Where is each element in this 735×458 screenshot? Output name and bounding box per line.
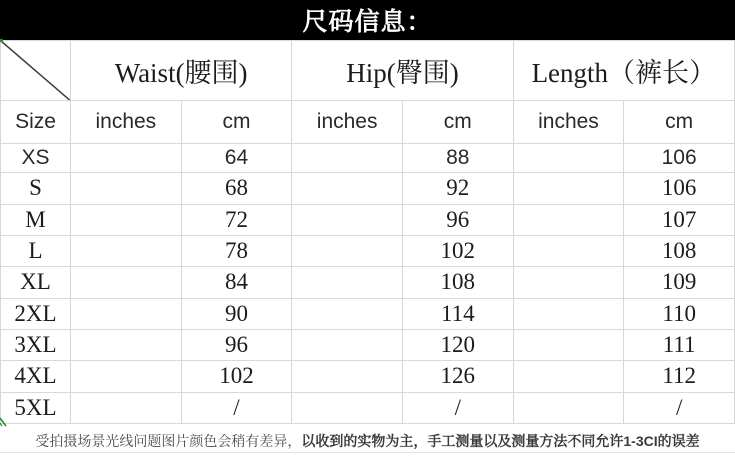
table-row xyxy=(1,329,735,360)
value-cell: 107 xyxy=(624,204,735,235)
value-cell xyxy=(292,204,403,235)
value-cell: 72 xyxy=(181,204,292,235)
value-cell: 109 xyxy=(624,267,735,298)
diagonal-line-icon xyxy=(1,41,70,100)
table-row xyxy=(1,267,735,298)
value-cell xyxy=(513,235,624,266)
value-cell: 108 xyxy=(402,267,513,298)
value-cell xyxy=(513,329,624,360)
value-cell xyxy=(71,361,182,392)
value-cell xyxy=(292,267,403,298)
bottom-divider xyxy=(0,452,735,453)
value-cell xyxy=(292,173,403,204)
value-cell xyxy=(71,235,182,266)
value-cell xyxy=(513,392,624,423)
value-cell xyxy=(71,392,182,423)
value-cell xyxy=(71,298,182,329)
unit-header-cm: cm xyxy=(181,101,292,144)
value-cell: / xyxy=(181,392,292,423)
note-bold-text: 以收到的实物为主，手工测量以及测量方法不同允许1-3CI的误差 xyxy=(301,433,700,449)
page-title: 尺码信息： xyxy=(302,8,433,36)
size-cell: 3XL xyxy=(1,329,71,360)
group-header-hip: Hip(臀围) xyxy=(292,41,513,101)
value-cell xyxy=(513,298,624,329)
value-cell: 126 xyxy=(402,361,513,392)
note-regular-text: 受拍摄场景光线问题图片颜色会稍有差异， xyxy=(35,435,302,450)
size-table-body xyxy=(1,144,735,424)
unit-header-inches: inches xyxy=(292,101,403,144)
value-cell: 90 xyxy=(181,298,292,329)
size-cell: XS xyxy=(1,144,71,173)
value-cell xyxy=(513,361,624,392)
table-row xyxy=(1,144,735,173)
unit-header-inches: inches xyxy=(513,101,624,144)
size-cell: L xyxy=(1,235,71,266)
size-cell: S xyxy=(1,173,71,204)
value-cell: 92 xyxy=(402,173,513,204)
value-cell: 96 xyxy=(402,204,513,235)
green-tick-icon xyxy=(0,414,10,427)
value-cell: 102 xyxy=(402,235,513,266)
size-cell: M xyxy=(1,204,71,235)
unit-header-inches: inches xyxy=(71,101,182,144)
value-cell xyxy=(292,144,403,173)
value-cell: 106 xyxy=(624,144,735,173)
value-cell xyxy=(292,361,403,392)
size-column-header: Size xyxy=(1,101,71,144)
group-header-waist: Waist(腰围) xyxy=(71,41,292,101)
unit-header-cm: cm xyxy=(402,101,513,144)
value-cell: 120 xyxy=(402,329,513,360)
value-cell: 108 xyxy=(624,235,735,266)
size-cell: 4XL xyxy=(1,361,71,392)
value-cell: 96 xyxy=(181,329,292,360)
table-row xyxy=(1,361,735,392)
unit-header-row xyxy=(1,101,735,144)
value-cell xyxy=(292,392,403,423)
value-cell: 78 xyxy=(181,235,292,266)
value-cell: 102 xyxy=(181,361,292,392)
value-cell xyxy=(71,204,182,235)
size-table xyxy=(0,40,735,424)
value-cell: 106 xyxy=(624,173,735,204)
table-row xyxy=(1,392,735,423)
value-cell xyxy=(513,204,624,235)
value-cell xyxy=(292,235,403,266)
table-row xyxy=(1,235,735,266)
value-cell xyxy=(513,144,624,173)
value-cell xyxy=(292,298,403,329)
value-cell: 112 xyxy=(624,361,735,392)
value-cell: 110 xyxy=(624,298,735,329)
size-cell: 5XL xyxy=(1,392,71,423)
value-cell: / xyxy=(624,392,735,423)
size-cell: 2XL xyxy=(1,298,71,329)
value-cell xyxy=(71,144,182,173)
value-cell: 88 xyxy=(402,144,513,173)
value-cell xyxy=(71,329,182,360)
value-cell: 114 xyxy=(402,298,513,329)
value-cell xyxy=(513,267,624,298)
value-cell: 64 xyxy=(181,144,292,173)
value-cell: / xyxy=(402,392,513,423)
value-cell: 111 xyxy=(624,329,735,360)
table-row xyxy=(1,204,735,235)
value-cell: 84 xyxy=(181,267,292,298)
group-header-length: Length（裤长） xyxy=(513,41,734,101)
value-cell xyxy=(513,173,624,204)
value-cell xyxy=(292,329,403,360)
value-cell: 68 xyxy=(181,173,292,204)
title-bar xyxy=(0,0,735,40)
value-cell xyxy=(71,173,182,204)
diagonal-cell xyxy=(1,41,71,101)
unit-header-cm: cm xyxy=(624,101,735,144)
value-cell xyxy=(71,267,182,298)
size-cell: XL xyxy=(1,267,71,298)
group-header-row xyxy=(1,41,735,101)
green-dot-artifact-icon xyxy=(0,39,3,42)
table-row xyxy=(1,173,735,204)
table-row xyxy=(1,298,735,329)
